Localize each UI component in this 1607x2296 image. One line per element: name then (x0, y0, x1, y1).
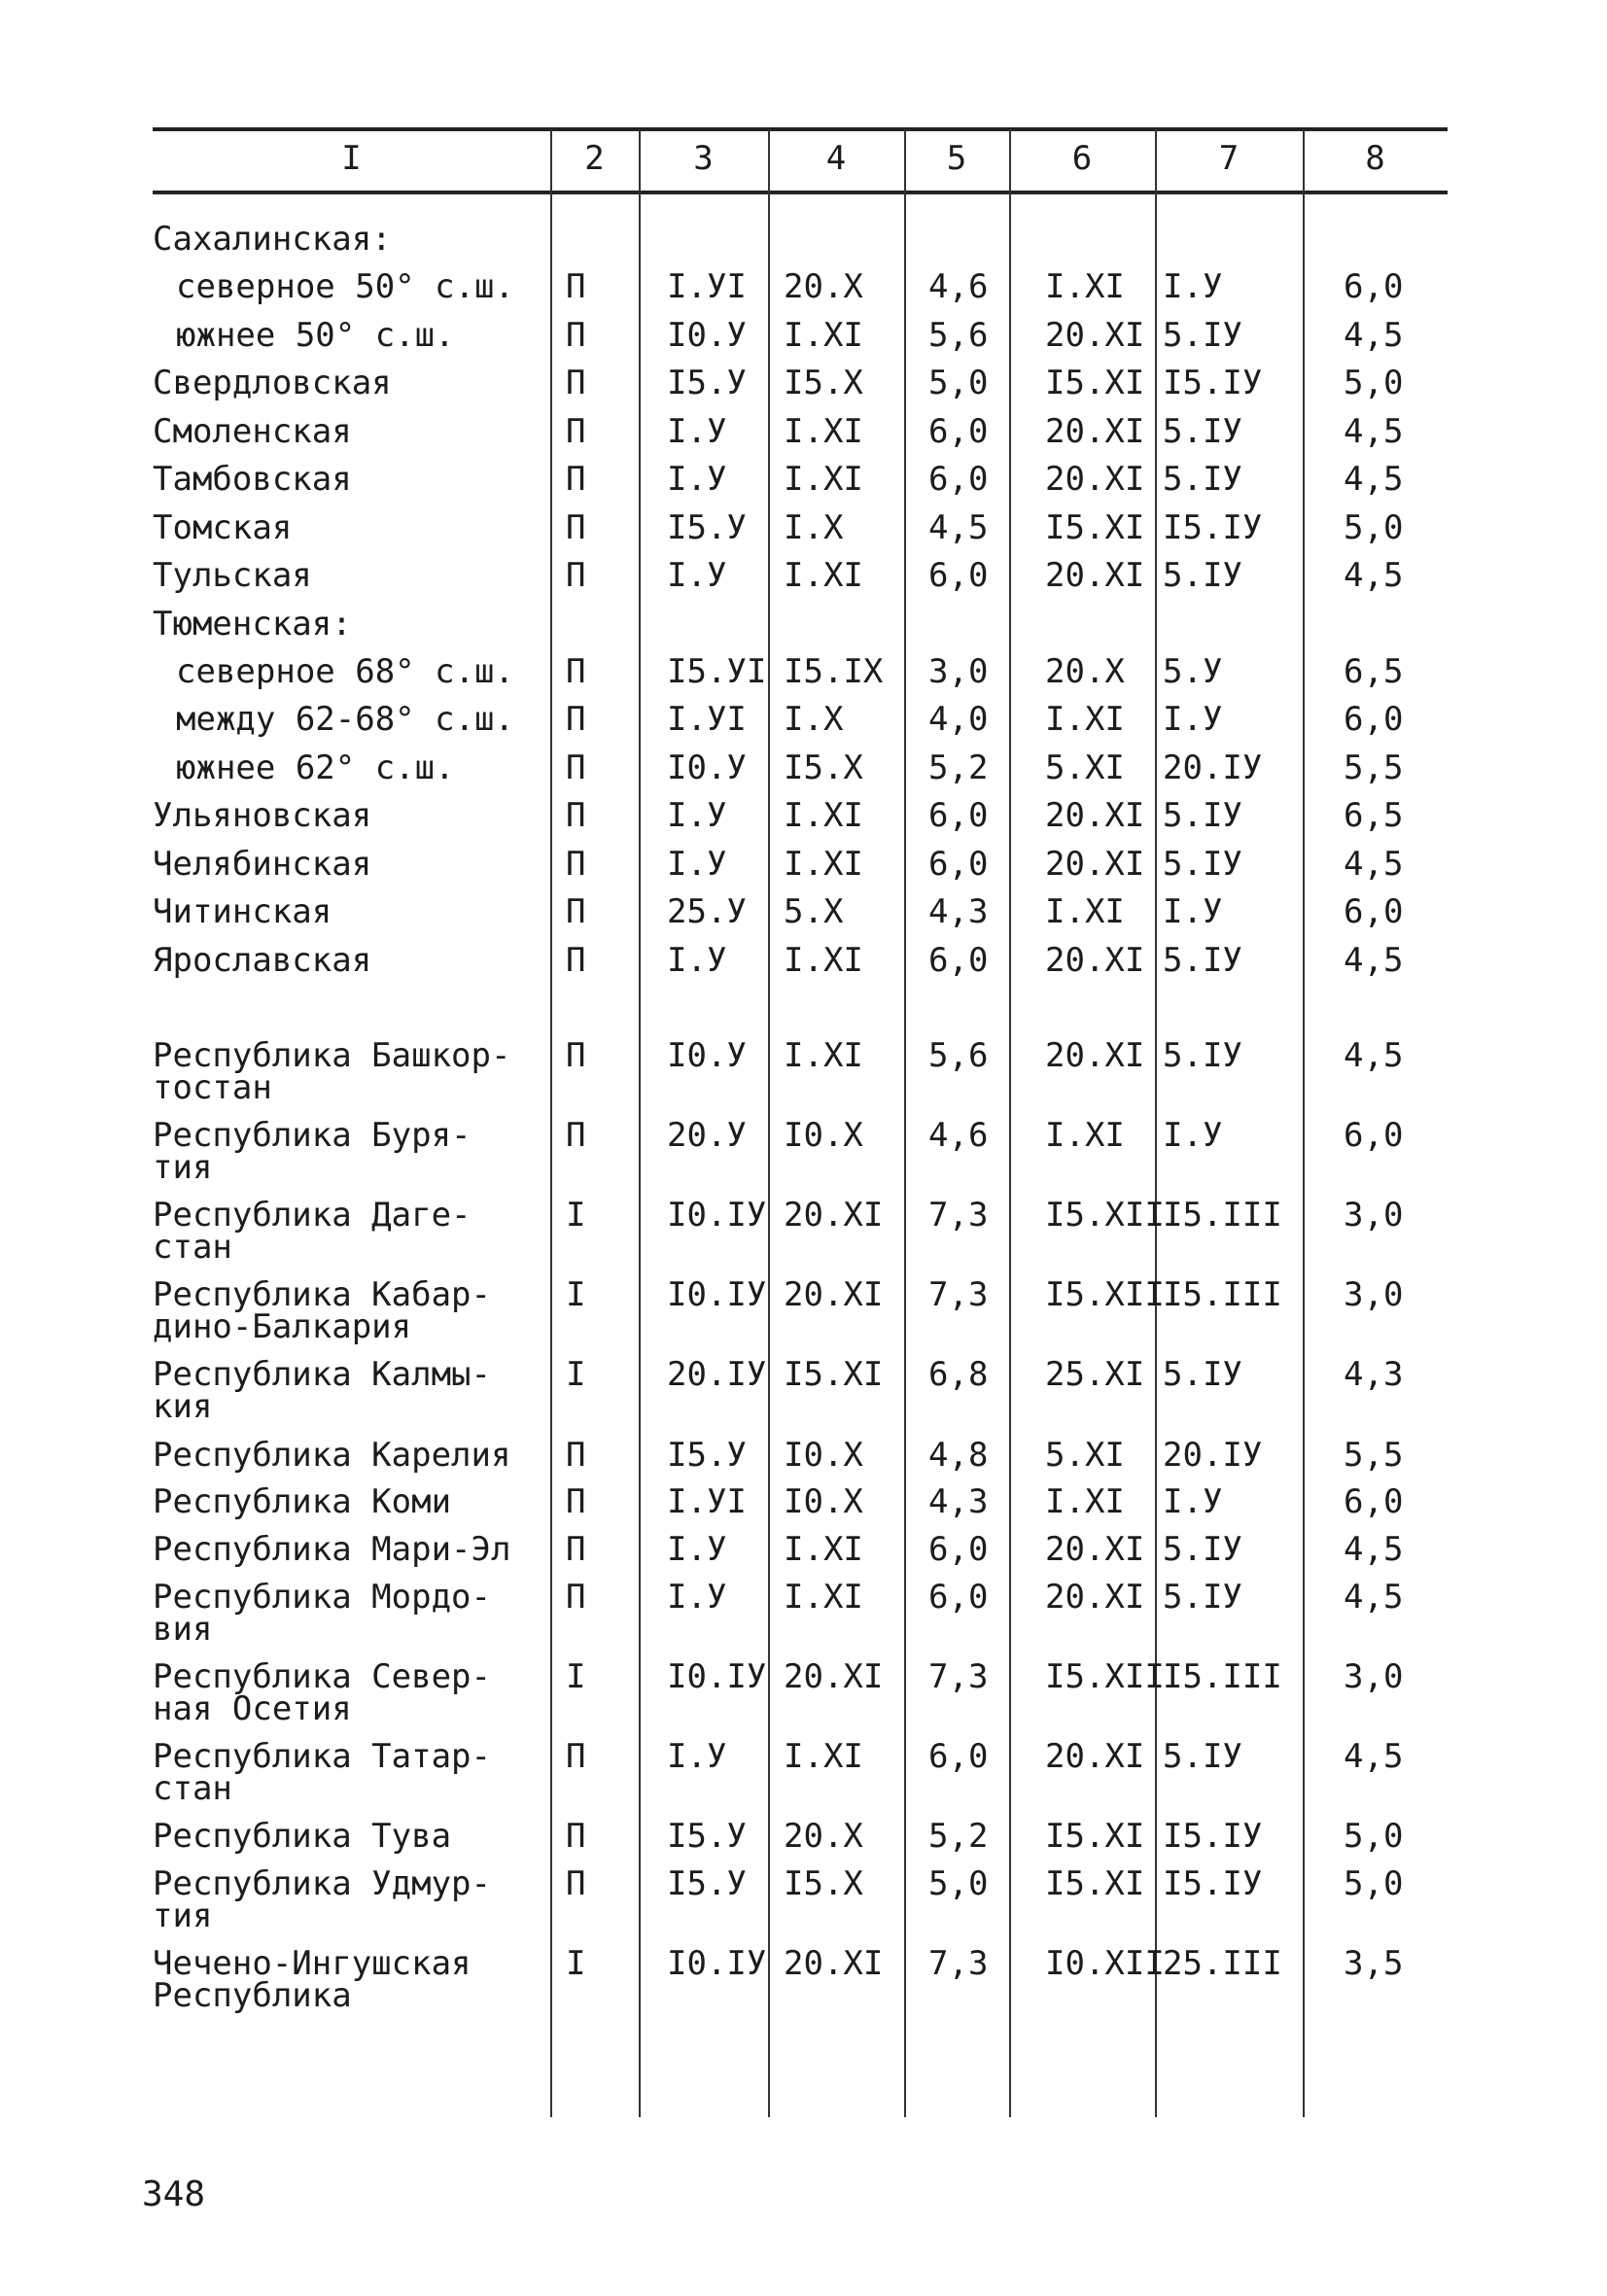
table-cell: П (566, 508, 586, 547)
table-cell: 4,5 (1344, 556, 1404, 595)
table-cell: 5.XI (1045, 1436, 1125, 1475)
table-cell: П (566, 267, 586, 306)
table-cell: П (566, 1530, 586, 1569)
table-cell: I5.У (667, 1436, 747, 1475)
table-cell: 6,0 (928, 845, 989, 884)
region-name-line: Республика Карелия (153, 1436, 511, 1475)
table-cell: 20.XI (784, 1657, 884, 1696)
table-cell: I5.X (784, 364, 863, 402)
table-cell: 6,5 (1344, 796, 1404, 835)
table-cell: I.УI (667, 267, 747, 306)
table-cell: 5,5 (1344, 748, 1404, 787)
region-name-line: Смоленская (153, 412, 352, 451)
region-name (153, 365, 392, 400)
table-cell: 6,0 (928, 1578, 989, 1617)
column-divider (904, 129, 906, 2117)
column-divider (639, 129, 641, 2117)
table-cell: 6,0 (928, 941, 989, 980)
table-cell: I5.IУ (1163, 1817, 1263, 1856)
table-cell: П (566, 364, 586, 402)
table-cell: 4,3 (928, 892, 989, 931)
table-cell: 20.У (667, 1116, 747, 1155)
table-cell: 4,5 (928, 508, 989, 547)
region-name-line: Республика Север- (153, 1657, 491, 1696)
region-name (176, 318, 455, 353)
table-cell: I (566, 1275, 586, 1314)
table-cell: I5.XI (1045, 508, 1145, 547)
table-cell: 20.IУ (667, 1355, 767, 1394)
table-cell: П (566, 1817, 586, 1856)
table-cell: П (566, 556, 586, 595)
table-cell: I5.XI (1045, 1864, 1145, 1903)
table-cell: I5.XII (1045, 1196, 1165, 1235)
table-cell: П (566, 1482, 586, 1521)
table-cell: I (566, 1657, 586, 1696)
region-name (153, 1580, 491, 1647)
table-cell: 25.У (667, 892, 747, 931)
table-cell: 6,0 (1344, 1116, 1404, 1155)
table-cell: 4,5 (1344, 1530, 1404, 1569)
table-cell: 5,0 (1344, 1864, 1404, 1903)
region-name (153, 1038, 510, 1105)
table-cell: 6,0 (1344, 267, 1404, 306)
table-cell: I (566, 1196, 586, 1235)
table-cell: 4,3 (1344, 1355, 1404, 1394)
table-cell: 6,0 (928, 412, 989, 451)
table-cell: 5,2 (928, 748, 989, 787)
table-cell: 5,0 (1344, 364, 1404, 402)
table-cell: I.XI (1045, 700, 1125, 739)
table-cell: I.У (667, 556, 727, 595)
table-cell: 5.IУ (1163, 1355, 1242, 1394)
column-divider (1009, 129, 1011, 2117)
table-cell: I5.XI (1045, 364, 1145, 402)
region-name-line: Республика Коми (153, 1482, 452, 1521)
table-cell: 6,5 (1344, 652, 1404, 691)
table-cell: I5.III (1163, 1275, 1282, 1314)
table-cell: П (566, 748, 586, 787)
table-cell: 5,0 (928, 1864, 989, 1903)
region-name-line: Республика Даге- (153, 1196, 472, 1235)
column-divider (550, 129, 552, 2117)
table-cell: I0.У (667, 748, 747, 787)
region-name-line: Республика Тува (153, 1817, 452, 1856)
table-cell: 5.IУ (1163, 845, 1242, 884)
table-cell: I.XI (784, 460, 863, 499)
table-cell: 5.IУ (1163, 941, 1242, 980)
region-name (153, 607, 352, 642)
table-cell: I.XI (1045, 892, 1125, 931)
table-cell: I (566, 1355, 586, 1394)
table-cell: П (566, 1578, 586, 1617)
table-cell: 5.IУ (1163, 1036, 1242, 1075)
table-cell: 20.XI (1045, 845, 1145, 884)
table-cell: I.XI (784, 1036, 863, 1075)
table-cell: I.XI (784, 941, 863, 980)
table-cell: П (566, 316, 586, 355)
table-cell: 4,5 (1344, 412, 1404, 451)
table-cell: I.У (1163, 1116, 1223, 1155)
table-cell: 25.XI (1045, 1355, 1145, 1394)
table-cell: I5.XII (1045, 1275, 1165, 1314)
table-cell: 20.XI (1045, 316, 1145, 355)
table-cell: I.У (667, 412, 727, 451)
column-divider (1155, 129, 1157, 2117)
table-cell: 20.XI (1045, 1530, 1145, 1569)
table-cell: I.У (667, 1737, 727, 1776)
region-name-line: Республика Буря- (153, 1116, 472, 1155)
region-name (153, 1659, 491, 1726)
region-name-line: тия (153, 1896, 213, 1935)
region-name (153, 1198, 472, 1265)
table-cell: I0.X (784, 1436, 863, 1475)
table-cell: П (566, 1036, 586, 1075)
region-name-line: Республика Калмы- (153, 1355, 491, 1394)
table-cell: П (566, 460, 586, 499)
table-cell: 7,3 (928, 1275, 989, 1314)
table-cell: I0.IУ (667, 1944, 767, 1983)
table-cell: 20.X (1045, 652, 1125, 691)
table-cell: 5,6 (928, 1036, 989, 1075)
table-cell: 25.III (1163, 1944, 1282, 1983)
region-name-line: Челябинская (153, 845, 372, 884)
table-cell: I5.У (667, 1817, 747, 1856)
table-cell: I5.IX (784, 652, 884, 691)
region-name-line: Республика (153, 1976, 352, 2015)
table-cell: I5.XI (1045, 1817, 1145, 1856)
region-name-line: стан (153, 1228, 232, 1267)
table-cell: П (566, 796, 586, 835)
table-cell: П (566, 941, 586, 980)
column-header: 5 (946, 139, 967, 178)
table-cell: I.УI (667, 700, 747, 739)
table-cell: П (566, 845, 586, 884)
table-cell: I.XI (784, 1737, 863, 1776)
region-name-line: южнее 62° с.ш. (176, 748, 455, 787)
region-name-line: Ульяновская (153, 796, 372, 835)
table-cell: 3,0 (1344, 1275, 1404, 1314)
table-cell: I.XI (784, 412, 863, 451)
table-cell: 4,8 (928, 1436, 989, 1475)
region-name-line: южнее 50° с.ш. (176, 316, 455, 355)
region-name (153, 1438, 510, 1473)
table-cell: I5.IУ (1163, 1864, 1263, 1903)
table-cell: П (566, 1436, 586, 1475)
table-cell: 5.IУ (1163, 1530, 1242, 1569)
table-cell: I0.XII (1045, 1944, 1165, 1983)
region-name (153, 462, 352, 497)
table-cell: 7,3 (928, 1657, 989, 1696)
region-name (153, 847, 371, 882)
table-cell: I.XI (1045, 1482, 1125, 1521)
table-cell: I.XI (784, 556, 863, 595)
region-name-line: Республика Мордо- (153, 1578, 491, 1617)
table-cell: I5.X (784, 1864, 863, 1903)
table-cell: 4,5 (1344, 1737, 1404, 1776)
table-cell: I5.IУ (1163, 364, 1263, 402)
table-cell: 4,6 (928, 1116, 989, 1155)
table-cell: 5,2 (928, 1817, 989, 1856)
table-cell: 5.У (1163, 652, 1223, 691)
table-cell: I0.IУ (667, 1275, 767, 1314)
table-cell: I0.X (784, 1482, 863, 1521)
region-name (153, 1866, 491, 1933)
table-cell: 20.IУ (1163, 748, 1263, 787)
region-name (153, 1357, 491, 1424)
table-cell: I.XI (784, 796, 863, 835)
table-cell: I5.У (667, 508, 747, 547)
table-cell: 5.IУ (1163, 460, 1242, 499)
column-header: 2 (584, 139, 605, 178)
table-cell: 5,6 (928, 316, 989, 355)
table-cell: 3,5 (1344, 1944, 1404, 1983)
table-cell: 5,0 (1344, 508, 1404, 547)
table-cell: 5.X (784, 892, 844, 931)
table-cell: 4,6 (928, 267, 989, 306)
table-cell: I.У (667, 845, 727, 884)
table-cell: 6,8 (928, 1355, 989, 1394)
table-cell: I5.X (784, 748, 863, 787)
table-cell: 4,5 (1344, 941, 1404, 980)
region-name-line: Свердловская (153, 364, 392, 402)
region-name-line: Тамбовская (153, 460, 352, 499)
table-cell: I.XI (784, 1578, 863, 1617)
table-cell: I5.УI (667, 652, 767, 691)
table-cell: 20.XI (1045, 1737, 1145, 1776)
column-divider (768, 129, 770, 2117)
page-number: 348 (142, 2174, 206, 2214)
region-name (153, 1946, 472, 2013)
region-name-line: Республика Башкор- (153, 1036, 511, 1075)
table-cell: 20.XI (784, 1275, 884, 1314)
region-name-line: Томская (153, 508, 293, 547)
table-cell: I5.IУ (1163, 508, 1263, 547)
region-name-line: кия (153, 1387, 213, 1426)
table-cell: 20.XI (1045, 941, 1145, 980)
table-cell: 20.XI (1045, 1036, 1145, 1075)
table-cell: I.У (667, 1530, 727, 1569)
region-name-line: ная Осетия (153, 1689, 352, 1728)
region-name (153, 1484, 451, 1519)
region-name (153, 510, 292, 545)
table-cell: 4,0 (928, 700, 989, 739)
table-cell: 6,0 (928, 1530, 989, 1569)
table-cell: I.XI (1045, 1116, 1125, 1155)
region-name (153, 558, 312, 593)
region-name-line: вия (153, 1610, 213, 1649)
region-name (153, 1118, 472, 1185)
region-name (176, 750, 455, 785)
table-cell: П (566, 1116, 586, 1155)
region-name-line: дино-Балкария (153, 1307, 412, 1346)
table-cell: 6,0 (928, 1737, 989, 1776)
table-cell: 5.XI (1045, 748, 1125, 787)
table-cell: 6,0 (928, 796, 989, 835)
table-cell: 5.IУ (1163, 412, 1242, 451)
region-name-line: тостан (153, 1068, 272, 1107)
table-cell: I5.III (1163, 1196, 1282, 1235)
table-cell: 20.XI (784, 1196, 884, 1235)
table-cell: I.У (1163, 1482, 1223, 1521)
region-name-line: стан (153, 1769, 232, 1808)
region-name (176, 269, 514, 304)
table-cell: I.У (667, 796, 727, 835)
table-cell: I.XI (784, 316, 863, 355)
table-cell: 20.XI (1045, 1578, 1145, 1617)
table-cell: 6,0 (1344, 700, 1404, 739)
region-name-line: Тюменская: (153, 605, 352, 644)
table-cell: I0.X (784, 1116, 863, 1155)
table-cell: 6,0 (928, 460, 989, 499)
table-cell: 6,0 (928, 556, 989, 595)
table-cell: П (566, 412, 586, 451)
column-header: 8 (1365, 139, 1385, 178)
region-name (153, 222, 392, 257)
table-cell: I.XI (1045, 267, 1125, 306)
region-name-line: Республика Удмур- (153, 1864, 491, 1903)
table-cell: 6,0 (1344, 1482, 1404, 1521)
table-cell: 4,5 (1344, 1578, 1404, 1617)
table-cell: I.У (667, 460, 727, 499)
region-name (153, 894, 332, 929)
region-name-line: тия (153, 1148, 213, 1187)
table-cell: I.УI (667, 1482, 747, 1521)
table-cell: 5,5 (1344, 1436, 1404, 1475)
region-name (153, 1819, 451, 1854)
table-cell: П (566, 652, 586, 691)
table-header-rule (153, 191, 1448, 194)
table-cell: 20.XI (1045, 460, 1145, 499)
column-header: 4 (825, 139, 847, 178)
region-name (153, 414, 352, 449)
table-cell: 5,0 (928, 364, 989, 402)
table-cell: 7,3 (928, 1196, 989, 1235)
table-cell: I0.IУ (667, 1196, 767, 1235)
region-name (176, 702, 514, 737)
region-name-line: Ярославская (153, 941, 372, 980)
table-cell: I.У (667, 941, 727, 980)
table-cell: I5.У (667, 1864, 747, 1903)
table-cell: I.У (667, 1578, 727, 1617)
region-name (153, 1532, 510, 1567)
region-name-line: Читинская (153, 892, 332, 931)
region-name (153, 1739, 491, 1806)
table-cell: I.У (1163, 267, 1223, 306)
table-cell: 7,3 (928, 1944, 989, 1983)
table-cell: 4,5 (1344, 845, 1404, 884)
table-cell: 6,0 (1344, 892, 1404, 931)
column-header: 7 (1218, 139, 1240, 178)
region-name-line: Чечено-Ингушская (153, 1944, 472, 1983)
table-cell: I (566, 1944, 586, 1983)
table-cell: 5,0 (1344, 1817, 1404, 1856)
table-cell: I.У (1163, 892, 1223, 931)
table-cell: I0.У (667, 1036, 747, 1075)
table-cell: 4,3 (928, 1482, 989, 1521)
table-cell: I5.У (667, 364, 747, 402)
column-header: I (341, 139, 362, 178)
region-name-line: Республика Кабар- (153, 1275, 491, 1314)
table-cell: 4,5 (1344, 460, 1404, 499)
table-cell: 20.X (784, 1817, 863, 1856)
table-cell: 5.IУ (1163, 316, 1242, 355)
table-cell: 5.IУ (1163, 1737, 1242, 1776)
table-cell: П (566, 1737, 586, 1776)
region-name (153, 943, 371, 978)
table-top-rule (153, 127, 1448, 131)
region-name-line: Республика Мари-Эл (153, 1530, 511, 1569)
table-cell: I.XI (784, 845, 863, 884)
table-cell: 20.XI (1045, 412, 1145, 451)
region-name (176, 654, 514, 689)
region-name-line: Республика Татар- (153, 1737, 491, 1776)
table-cell: 4,5 (1344, 316, 1404, 355)
region-name-line: между 62-68° с.ш. (176, 700, 514, 739)
column-header: 3 (693, 139, 714, 178)
table-cell: 20.XI (1045, 796, 1145, 835)
table-cell: 20.X (784, 267, 863, 306)
table-cell: П (566, 1864, 586, 1903)
table-cell: I0.IУ (667, 1657, 767, 1696)
region-name-line: северное 50° с.ш. (176, 267, 514, 306)
column-header: 6 (1071, 139, 1093, 178)
table-cell: П (566, 700, 586, 739)
table-cell: I5.XII (1045, 1657, 1165, 1696)
table-cell: 5.IУ (1163, 796, 1242, 835)
table-cell: I0.У (667, 316, 747, 355)
table-cell: 5.IУ (1163, 1578, 1242, 1617)
table-cell: 3,0 (928, 652, 989, 691)
table-cell: I5.XI (784, 1355, 884, 1394)
region-name-line: северное 68° с.ш. (176, 652, 514, 691)
table-cell: I.У (1163, 700, 1223, 739)
table-cell: 4,5 (1344, 1036, 1404, 1075)
column-divider (1303, 129, 1305, 2117)
table-cell: 20.IУ (1163, 1436, 1263, 1475)
table-cell: 5.IУ (1163, 556, 1242, 595)
table-cell: П (566, 892, 586, 931)
table-cell: I5.III (1163, 1657, 1282, 1696)
region-name (153, 798, 371, 833)
table-cell: 3,0 (1344, 1657, 1404, 1696)
table-cell: 20.XI (1045, 556, 1145, 595)
table-cell: 20.XI (784, 1944, 884, 1983)
table-cell: I.X (784, 700, 844, 739)
region-name-line: Сахалинская: (153, 220, 392, 259)
table-cell: I.XI (784, 1530, 863, 1569)
region-name (153, 1277, 491, 1344)
table-cell: 3,0 (1344, 1196, 1404, 1235)
table-cell: I.X (784, 508, 844, 547)
region-name-line: Тульская (153, 556, 312, 595)
